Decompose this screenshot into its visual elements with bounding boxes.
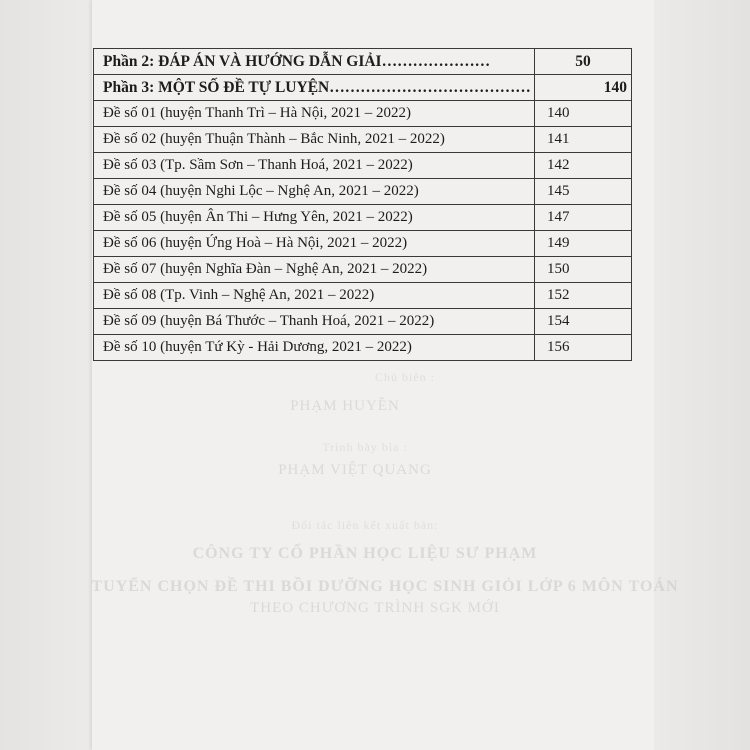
toc-row [94,335,632,361]
ghost-partner-label: Đối tác liên kết xuất bản: [291,518,439,532]
ghost-chief-editor-label: Chủ biên : [375,370,435,384]
toc-entry-page: 152 [535,283,632,309]
ghost-book-title-2: THEO CHƯƠNG TRÌNH SGK MỚI [250,600,500,616]
toc-row [94,101,632,127]
toc-section-page: 140 [535,75,632,101]
toc-row [94,283,632,309]
toc-entry-page: 145 [535,179,632,205]
toc-entry-page: 149 [535,231,632,257]
toc-entry-title: Đề số 04 (huyện Nghi Lộc – Nghệ An, 2021 – 2022) [94,179,535,205]
ghost-chief-editor-name: PHẠM HUYỀN [290,398,400,414]
toc-row [94,127,632,153]
ghost-presenter-label: Trình bày bìa : [322,440,408,454]
toc-entry-title: Đề số 01 (huyện Thanh Trì – Hà Nội, 2021 – 2022) [94,101,535,127]
toc-row [94,205,632,231]
toc-row [94,153,632,179]
toc-entry-title: Đề số 05 (huyện Ân Thi – Hưng Yên, 2021 – 2022) [94,205,535,231]
toc-entry-title: Đề số 03 (Tp. Sầm Sơn – Thanh Hoá, 2021 – 2022) [94,153,535,179]
toc-section-page: 50 [535,49,632,75]
toc-section-row [94,75,632,101]
toc-entry-page: 147 [535,205,632,231]
toc-row [94,257,632,283]
toc-entry-page: 150 [535,257,632,283]
toc-entry-title: Đề số 02 (huyện Thuận Thành – Bắc Ninh, 2021 – 2022) [94,127,535,153]
toc-row [94,179,632,205]
ghost-presenter-name: PHẠM VIỆT QUANG [278,462,432,478]
toc-section-row [94,49,632,75]
toc-section-title: Phần 3: MỘT SỐ ĐỀ TỰ LUYỆN………………………………… [94,75,535,101]
toc-entry-title: Đề số 08 (Tp. Vinh – Nghệ An, 2021 – 2022) [94,283,535,309]
toc-entry-title: Đề số 07 (huyện Nghĩa Đàn – Nghệ An, 2021 – 2022) [94,257,535,283]
toc-entry-title: Đề số 06 (huyện Ứng Hoà – Hà Nội, 2021 – 2022) [94,231,535,257]
toc-section-title: Phần 2: ĐÁP ÁN VÀ HƯỚNG DẪN GIẢI………………… [94,49,535,75]
toc-entry-page: 156 [535,335,632,361]
toc-entry-title: Đề số 09 (huyện Bá Thước – Thanh Hoá, 2021 – 2022) [94,309,535,335]
toc-entry-page: 141 [535,127,632,153]
ghost-book-title-1: TUYỂN CHỌN ĐỀ THI BỒI DƯỠNG HỌC SINH GIỎI LỚP 6 MÔN TOÁN [91,578,679,595]
toc-row [94,309,632,335]
table-of-contents [93,48,632,361]
toc-entry-title: Đề số 10 (huyện Tứ Kỳ - Hải Dương, 2021 – 2022) [94,335,535,361]
toc-entry-page: 154 [535,309,632,335]
toc-entry-page: 142 [535,153,632,179]
ghost-partner-name: CÔNG TY CỔ PHẦN HỌC LIỆU SƯ PHẠM [192,545,538,562]
toc-entry-page: 140 [535,101,632,127]
toc-row [94,231,632,257]
